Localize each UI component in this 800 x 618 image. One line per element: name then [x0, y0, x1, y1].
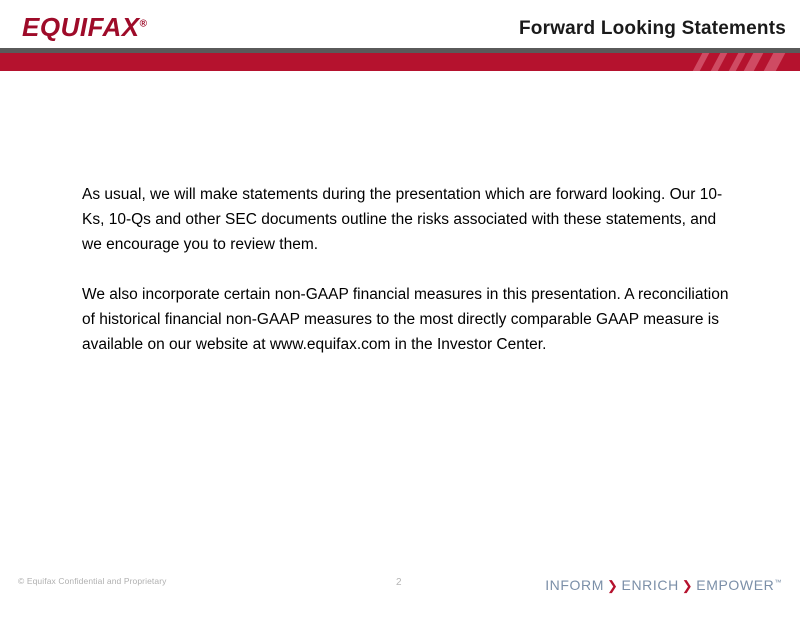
slash-decor-icon	[706, 53, 730, 71]
tagline-word-empower: EMPOWER	[696, 577, 775, 593]
logo-trademark-icon: ®	[139, 18, 148, 30]
paragraph-non-gaap: We also incorporate certain non-GAAP financial measures in this presentation. A reconciliation of historical financial non-GAAP measures to the most directly comparable GAAP measure is available on our website at www.equifax.com in the Investor Center.	[82, 286, 729, 353]
brand-tagline	[545, 577, 782, 594]
equifax-logo	[22, 14, 148, 40]
slash-decor-icon	[759, 53, 788, 71]
page-number: 2	[396, 577, 402, 588]
chevron-right-icon: ❯	[681, 578, 694, 593]
confidential-notice: © Equifax Confidential and Proprietary	[18, 576, 167, 586]
slide-body	[82, 182, 732, 357]
tagline-word-enrich: ENRICH	[621, 577, 679, 593]
chevron-right-icon: ❯	[607, 578, 619, 593]
logo-text: EQUIFAX	[22, 12, 140, 42]
slide-header	[0, 0, 800, 48]
tagline-trademark-icon: ™	[774, 579, 782, 587]
tagline-word-inform: INFORM	[545, 577, 605, 593]
slash-decor-icon	[688, 53, 712, 71]
header-red-band	[0, 53, 800, 71]
paragraph-forward-looking: As usual, we will make statements during the presentation which are forward looking. Our 10-Ks, 10-Qs and other SEC documents outline the risks associated with these statements, and we encourage you to review them.	[82, 186, 723, 253]
page-title: Forward Looking Statements	[518, 18, 786, 39]
